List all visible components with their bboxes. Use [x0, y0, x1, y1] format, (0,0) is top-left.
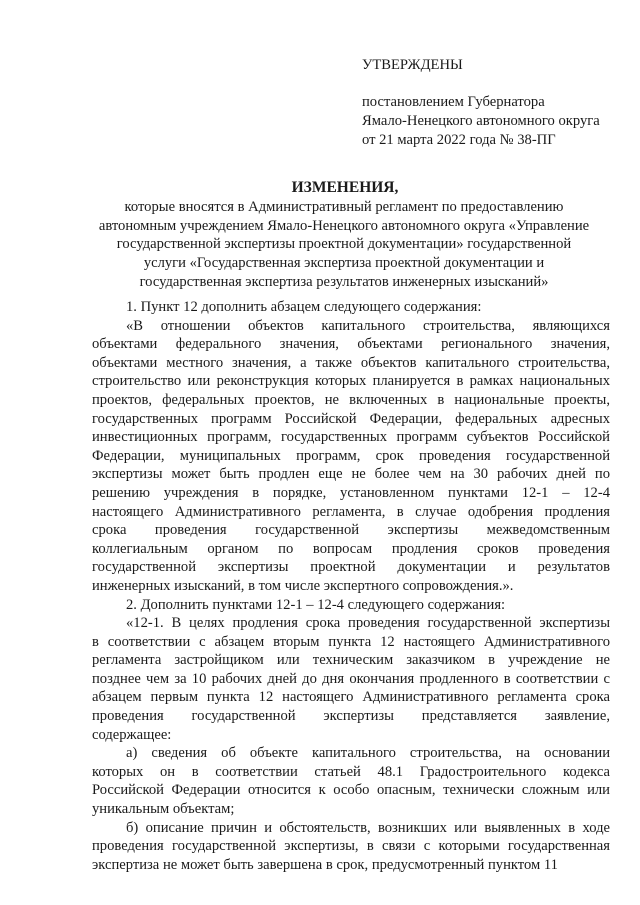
body-line: 1. Пункт 12 дополнить абзацем следующего содержания: — [126, 299, 482, 315]
body-line: объектами федерального значения, объектами регионального значения, — [92, 336, 610, 353]
body-line: содержащее: — [92, 726, 172, 743]
approval-line: Ямало-Ненецкого автономного округа — [362, 113, 600, 129]
body-line: «12-1. В целях продления срока проведения государственной экспертизы — [126, 615, 610, 632]
approval-title: УТВЕРЖДЕНЫ — [362, 57, 463, 73]
document-title: ИЗМЕНЕНИЯ, — [291, 179, 399, 196]
body-line: уникальным объектам; — [92, 801, 235, 818]
heading-line: услуги «Государственная экспертиза проектной документации и — [143, 255, 545, 272]
body-line: строительство или реконструкция которых планируется в рамках национальных — [92, 373, 610, 390]
body-line: Российской Федерации относится к особо опасным, технически сложным или — [92, 782, 610, 799]
body-line: решению учреждения в порядке, установленном пунктами 12-1 – 12-4 — [92, 484, 610, 501]
heading-line: автономным учреждением Ямало-Ненецкого автономного округа «Управление — [98, 217, 590, 234]
body-line: регламента застройщиком или техническим заказчиком в учреждение не — [92, 652, 610, 669]
approval-line: от 21 марта 2022 года № 38-ПГ — [362, 132, 556, 148]
body-line: в соответствии с абзацем вторым пункта 12 настоящего Административного — [92, 633, 610, 650]
approval-stamp — [362, 56, 600, 150]
body-line: инженерных изысканий, в том числе экспертного сопровождения.». — [92, 577, 514, 594]
body-line: а) сведения об объекте капитального строительства, на основании — [126, 745, 610, 762]
body-line: Федерации, муниципальных программ, срок проведения государственной — [92, 447, 610, 464]
body-line: проведения государственной экспертизы представляется заявление, — [92, 708, 610, 725]
heading-line: государственной экспертизы проектной документации» государственной — [116, 236, 572, 253]
body-line: государственной экспертизы проектной документации и результатов — [92, 559, 610, 576]
body-line: которых он в соответствии статьей 48.1 Градостроительного кодекса — [92, 763, 610, 780]
heading-line: которые вносятся в Административный регламент по предоставлению — [124, 199, 564, 215]
body-line: коллегиальным органом по вопросам продления сроков проведения — [92, 540, 610, 557]
body-line: 2. Дополнить пунктами 12-1 – 12-4 следующего содержания: — [126, 596, 506, 613]
body-line: позднее чем за 10 рабочих дней до дня окончания продленного в соответствии с — [92, 670, 610, 687]
body-line: проведения государственной экспертизы, в связи с которыми государственная — [92, 838, 610, 855]
body-line: «В отношении объектов капитального строительства, являющихся — [126, 317, 610, 334]
body-line: настоящего Административного регламента, в случае одобрения продления — [92, 503, 610, 520]
approval-line: постановлением Губернатора — [362, 94, 545, 110]
body-line: срока проведения государственной экспертизы межведомственным — [92, 522, 610, 539]
body-line: проектов, федеральных проектов, не включенных в национальные проекты, — [92, 391, 610, 408]
document-body — [92, 298, 610, 874]
body-line: абзацем первым пункта 12 настоящего Административного регламента срока — [92, 689, 610, 706]
body-line: инвестиционных программ, государственных программ субъектов Российской — [92, 429, 610, 446]
document-heading — [0, 178, 640, 292]
body-line: государственных программ Российской Федерации, федеральных адресных — [92, 410, 610, 427]
body-line: экспертизы может быть продлен еще не более чем на 30 рабочих дней по — [92, 466, 610, 483]
body-line: объектами местного значения, а также объектов капитального строительства, — [92, 354, 610, 371]
body-line: экспертиза не может быть завершена в срок, предусмотренный пунктом 11 — [92, 856, 558, 873]
heading-line: государственная экспертиза результатов инженерных изысканий» — [139, 273, 549, 290]
body-line: б) описание причин и обстоятельств, возникших или выявленных в ходе — [126, 819, 610, 836]
